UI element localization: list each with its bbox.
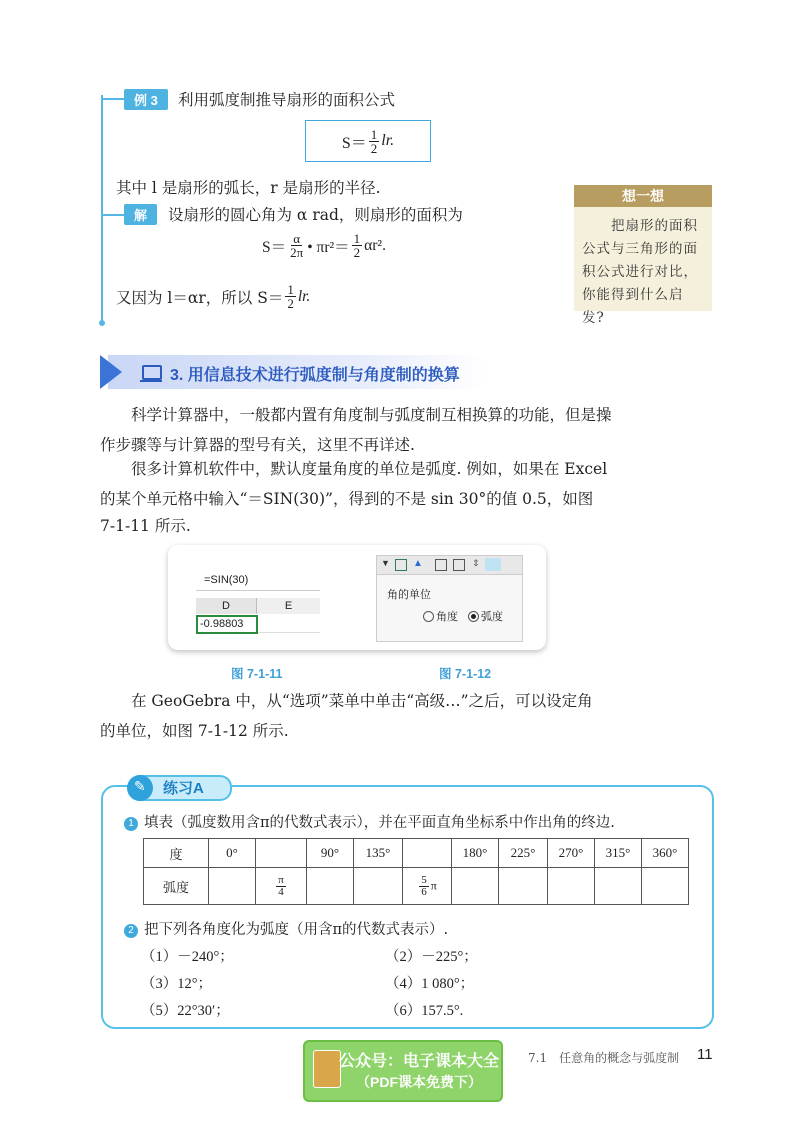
q2-item-3: （3）12°； bbox=[141, 976, 213, 992]
table-cell bbox=[209, 868, 256, 905]
table-cell: 90° bbox=[307, 839, 354, 868]
paragraph-2-line-2: 的某个单元格中输入“＝SIN(30)”，得到的不是 sin 30°的值 0.5，如图 bbox=[100, 490, 594, 508]
excel-col-e: E bbox=[257, 598, 320, 614]
solution-equation bbox=[262, 232, 386, 259]
exercise-title: 练习A bbox=[163, 780, 204, 797]
eq-lhs: S＝ bbox=[262, 238, 287, 256]
q2-item-2: （2）－225°； bbox=[385, 949, 478, 965]
q2-item-4: （4）1 080°； bbox=[385, 976, 475, 992]
triangle-tool-icon: ▲ bbox=[413, 558, 423, 569]
table-row-header-degree: 度 bbox=[144, 839, 209, 868]
table-cell bbox=[403, 868, 452, 905]
degree-option-label: 角度 bbox=[436, 611, 458, 623]
table-cell: 180° bbox=[452, 839, 499, 868]
excel-cell-result: -0.98803 bbox=[196, 615, 258, 634]
eq-rhs: αr². bbox=[364, 236, 386, 254]
q2-badge: 2 bbox=[124, 924, 138, 938]
angle-unit-label: 角的单位 bbox=[387, 589, 431, 601]
example-title: 利用弧度制推导扇形的面积公式 bbox=[178, 91, 396, 109]
radian-radio[interactable] bbox=[468, 611, 479, 622]
eq-fraction-num: α bbox=[293, 231, 301, 246]
table-cell: 0° bbox=[209, 839, 256, 868]
five-sixths-den: 6 bbox=[421, 885, 427, 898]
fraction-denominator: 2 bbox=[370, 140, 378, 156]
solution-text: 设扇形的圆心角为 α rad，则扇形的面积为 bbox=[168, 206, 463, 224]
radian-option-label: 弧度 bbox=[481, 611, 503, 623]
table-cell: 270° bbox=[548, 839, 595, 868]
paragraph-1-line-2: 作步骤等与计算器的型号有关，这里不再详述. bbox=[100, 436, 415, 454]
five-sixths-pi: π bbox=[430, 877, 437, 892]
q2-text: 把下列各角度化为弧度（用含π的代数式表示）. bbox=[144, 922, 449, 938]
table-cell bbox=[548, 868, 595, 905]
caption-fig-7-1-11: 图 7-1-11 bbox=[231, 667, 283, 681]
example-end-dot bbox=[99, 320, 105, 326]
settings-tool-icon bbox=[485, 558, 501, 571]
table-row-degrees bbox=[144, 839, 689, 868]
example-tick bbox=[101, 98, 125, 100]
pi-over-4-num: π bbox=[278, 873, 284, 886]
table-cell bbox=[642, 868, 689, 905]
watermark-line-1: 公众号：电子课本大全 bbox=[339, 1053, 500, 1070]
q2-item-6: （6）157.5°. bbox=[385, 1003, 464, 1019]
pi-over-4-den: 4 bbox=[278, 885, 284, 898]
table-row-header-radian: 弧度 bbox=[144, 868, 209, 905]
think-box bbox=[574, 185, 712, 326]
dropdown-arrow-icon: ▼ bbox=[381, 558, 390, 568]
eq-fraction-den: 2π bbox=[290, 245, 304, 260]
page-number: 11 bbox=[697, 1046, 713, 1063]
conclusion-rhs: lr. bbox=[297, 287, 311, 305]
table-cell bbox=[256, 868, 307, 905]
pencil-icon: ✎ bbox=[127, 775, 153, 801]
conclusion-fraction bbox=[285, 283, 296, 310]
watermark-badge bbox=[303, 1040, 503, 1102]
conclusion-den: 2 bbox=[287, 296, 294, 311]
paragraph-2-line-1: 很多计算机软件中，默认度量角度的单位是弧度. 例如，如果在 Excel bbox=[131, 460, 608, 478]
excel-screenshot bbox=[196, 570, 320, 634]
book-icon bbox=[313, 1050, 341, 1088]
caption-fig-7-1-12: 图 7-1-12 bbox=[439, 667, 492, 681]
graphics-tool-icon bbox=[453, 559, 465, 571]
table-cell: 360° bbox=[642, 839, 689, 868]
table-cell bbox=[595, 868, 642, 905]
formula-explanation: 其中 l 是扇形的弧长，r 是扇形的半径. bbox=[116, 179, 381, 197]
formula-rhs: lr. bbox=[381, 132, 395, 149]
table-cell: 315° bbox=[595, 839, 642, 868]
table-cell: 135° bbox=[354, 839, 403, 868]
table-cell bbox=[307, 868, 354, 905]
q1-text: 填表（弧度数用含π的代数式表示），并在平面直角坐标系中作出角的终边. bbox=[144, 815, 615, 831]
formula-fraction bbox=[369, 128, 380, 155]
exercise-q1 bbox=[124, 811, 615, 832]
conclusion-num: 1 bbox=[287, 282, 294, 297]
eq-fraction-half bbox=[352, 232, 363, 259]
q1-badge: 1 bbox=[124, 817, 138, 831]
excel-col-d: D bbox=[196, 598, 257, 614]
table-cell bbox=[452, 868, 499, 905]
example-left-rule bbox=[101, 95, 103, 325]
table-row-radians bbox=[144, 868, 689, 905]
q2-item-1: （1）－240°； bbox=[141, 949, 234, 965]
think-text: 把扇形的面积公式与三角形的面积公式进行对比，你能得到什么启发? bbox=[582, 218, 698, 326]
conclusion-line bbox=[116, 283, 310, 310]
table-cell bbox=[256, 839, 307, 868]
watermark-line-2: （PDF课本免费下） bbox=[356, 1074, 482, 1090]
eq-fraction2-den: 2 bbox=[353, 245, 361, 260]
paragraph-3-line-1: 在 GeoGebra 中，从“选项”菜单中单击“高级…”之后，可以设定角 bbox=[131, 692, 593, 710]
solution-tick bbox=[101, 214, 125, 216]
section-banner-arrow bbox=[100, 355, 122, 389]
eq-mid: • πr²＝ bbox=[307, 238, 350, 256]
table-cell bbox=[354, 868, 403, 905]
table-cell bbox=[403, 839, 452, 868]
table-cell: 225° bbox=[499, 839, 548, 868]
example-tag: 例 3 bbox=[124, 89, 168, 110]
q2-item-5: （5）22°30′； bbox=[141, 1003, 230, 1019]
layout-tool-icon bbox=[435, 559, 447, 571]
think-title: 想一想 bbox=[574, 185, 712, 207]
computer-icon bbox=[142, 365, 162, 380]
fraction-numerator: 1 bbox=[370, 126, 378, 142]
formula-lhs: S＝ bbox=[341, 134, 367, 152]
grid-tool-icon bbox=[395, 559, 407, 571]
excel-gridline bbox=[258, 632, 320, 633]
eq-fraction-alpha bbox=[288, 232, 305, 259]
eq-fraction2-num: 1 bbox=[353, 231, 361, 246]
section-title: 3. 用信息技术进行弧度制与角度制的换算 bbox=[170, 367, 460, 384]
paragraph-3-line-2: 的单位，如图 7-1-12 所示. bbox=[100, 722, 289, 740]
computer-icon-base bbox=[140, 380, 162, 382]
sector-area-formula bbox=[305, 120, 431, 162]
spinner-icon: ⇕ bbox=[472, 558, 480, 568]
excel-formula-bar: =SIN(30) bbox=[204, 574, 249, 586]
paragraph-2-line-3: 7-1-11 所示. bbox=[100, 517, 191, 535]
geogebra-toolbar bbox=[377, 556, 522, 575]
degree-radio[interactable] bbox=[423, 611, 434, 622]
conclusion-text: 又因为 l＝αr，所以 S＝ bbox=[116, 288, 284, 307]
table-cell bbox=[499, 868, 548, 905]
paragraph-1-line-1: 科学计算器中，一般都内置有角度制与弧度制互相换算的功能，但是操 bbox=[131, 406, 612, 424]
angle-unit-options bbox=[423, 608, 503, 624]
five-sixths-num: 5 bbox=[421, 873, 427, 886]
degree-radian-table bbox=[143, 838, 689, 905]
geogebra-screenshot bbox=[376, 555, 523, 642]
footer-chapter: 7.1 任意角的概念与弧度制 bbox=[528, 1051, 680, 1065]
exercise-q2 bbox=[124, 918, 448, 939]
solution-tag: 解 bbox=[124, 204, 157, 225]
